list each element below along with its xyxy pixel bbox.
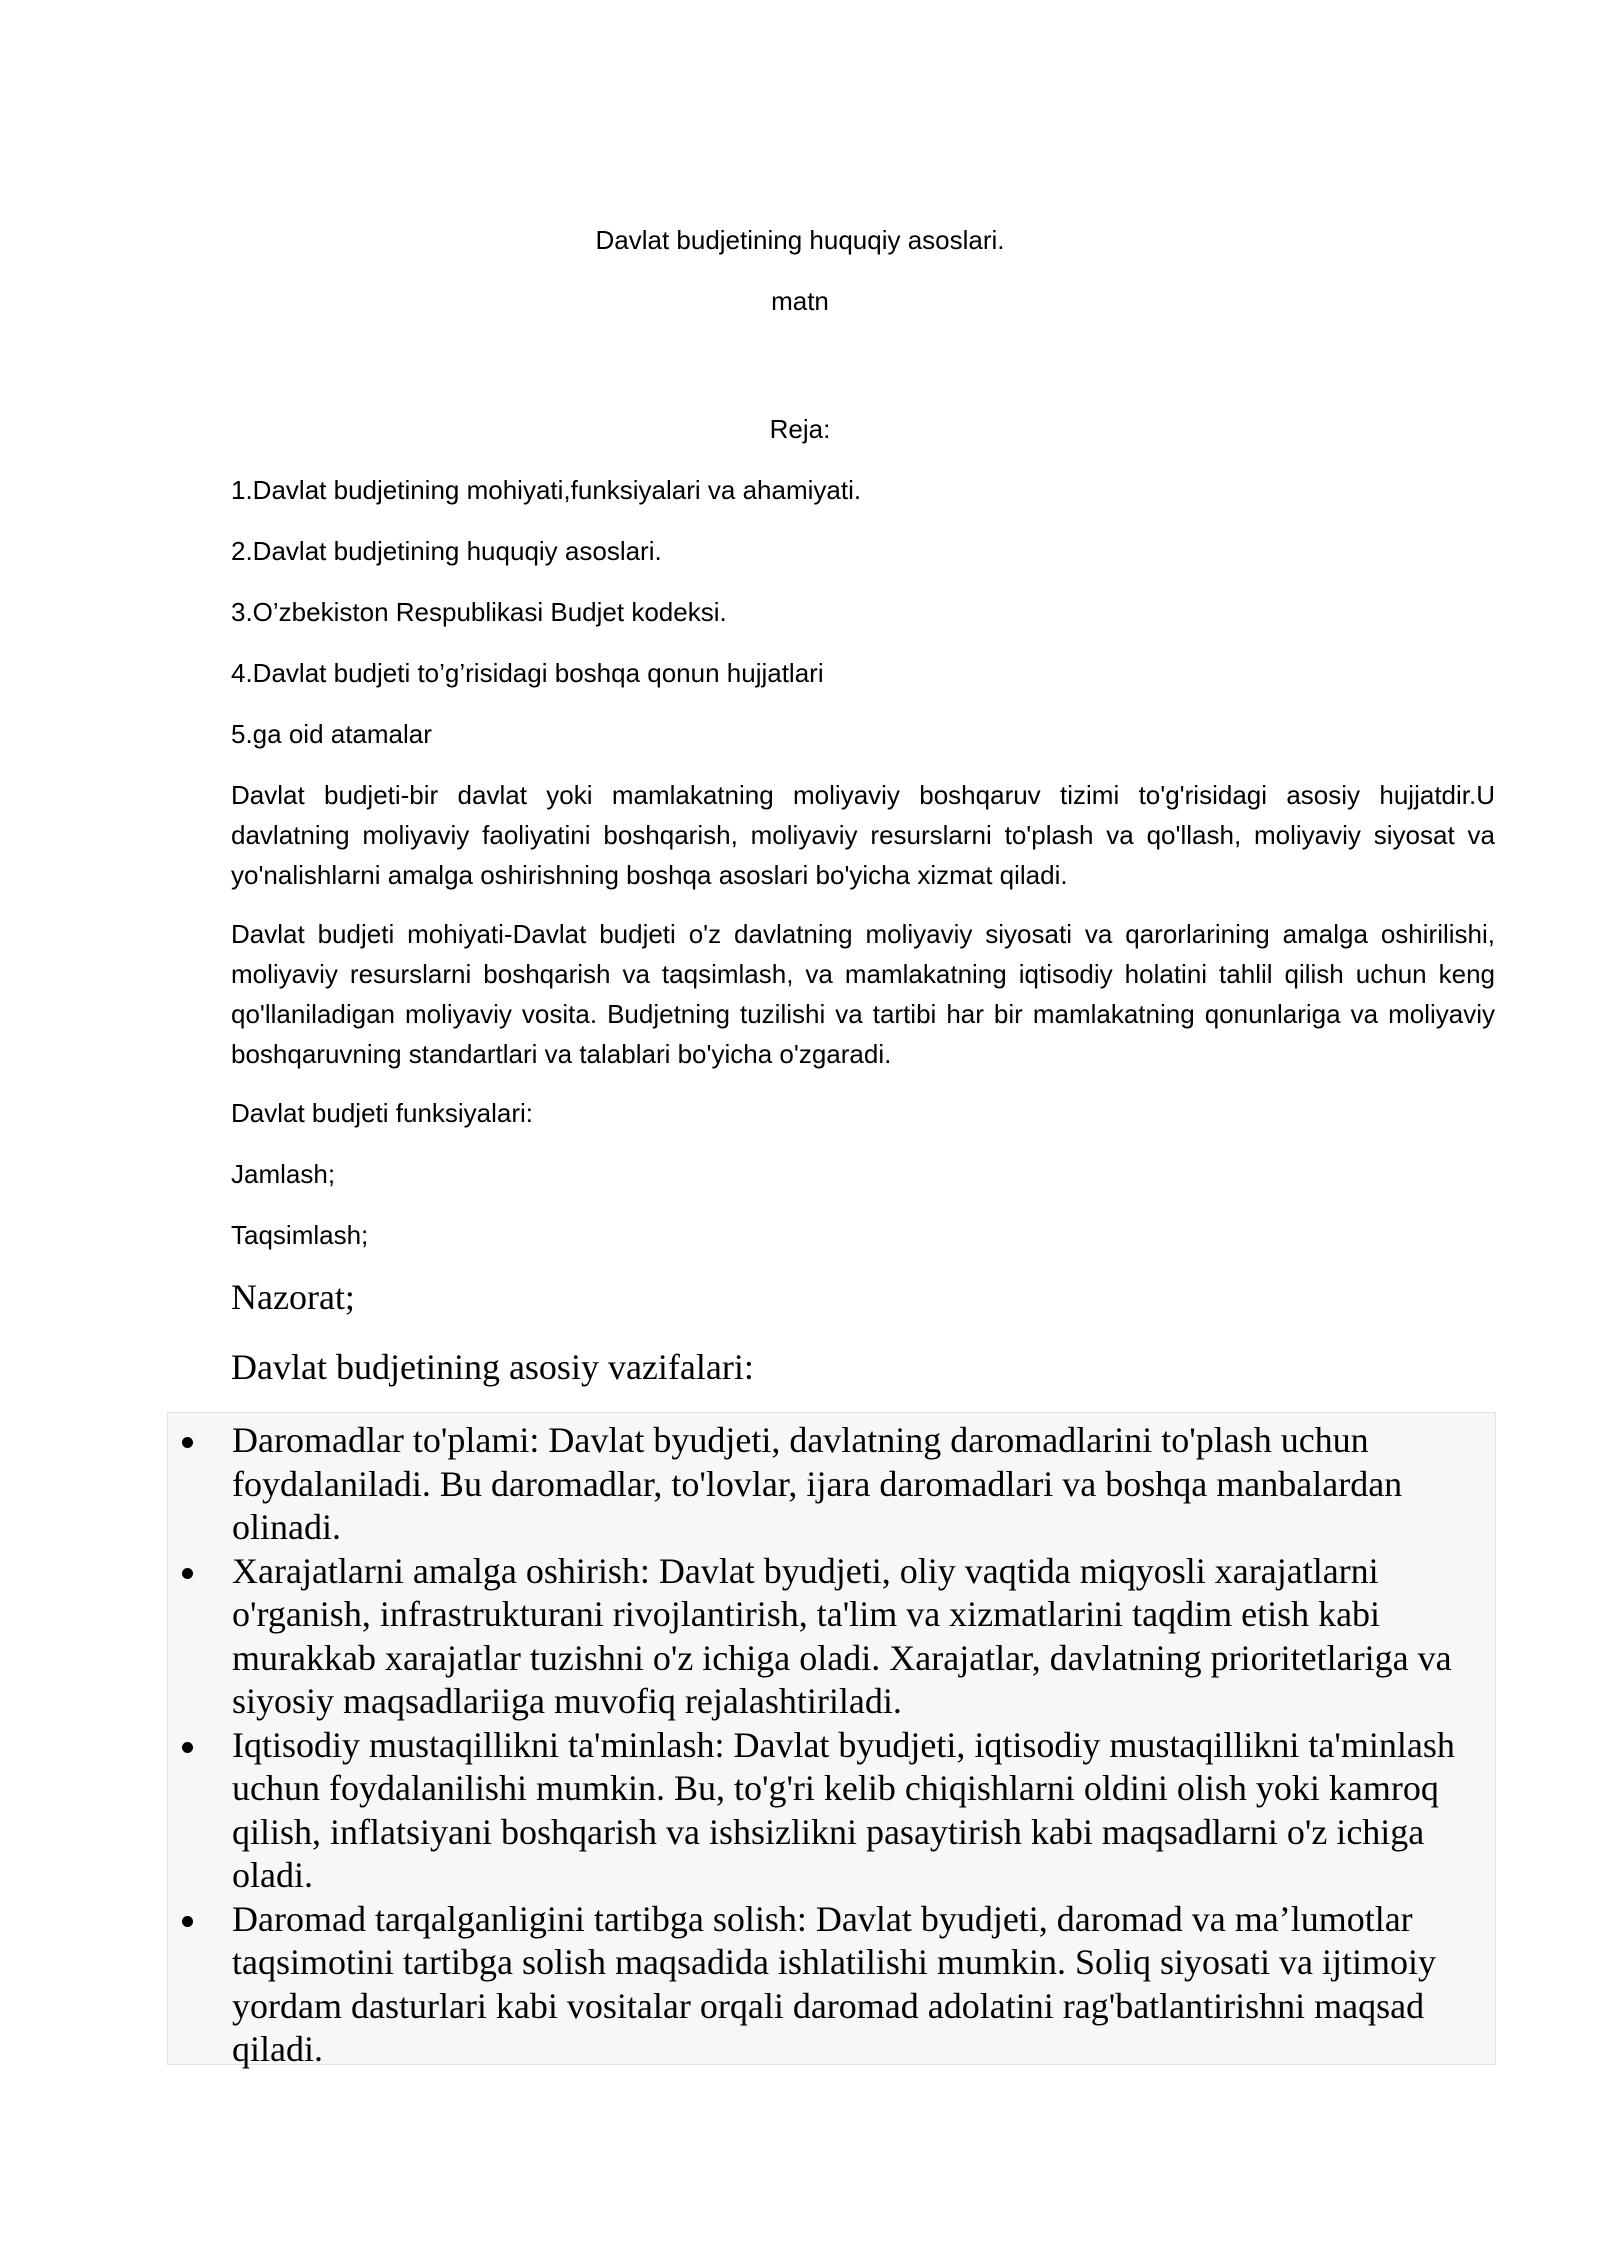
bullet-icon xyxy=(182,1742,193,1753)
list-item xyxy=(168,1724,1495,1898)
list-item xyxy=(168,1550,1495,1724)
function-item: Taqsimlash; xyxy=(231,1220,369,1250)
task-text: Daromadlar to'plami: Davlat byudjeti, davlatning daromadlarini to'plash uchun foydalaniladi. Bu daromadlar, to'lovlar, ijara daromadlari va boshqa manbalardan olinadi. xyxy=(232,1420,1403,1547)
plan-heading: Reja: xyxy=(769,414,831,444)
task-text: Iqtisodiy mustaqillikni ta'minlash: Davlat byudjeti, iqtisodiy mustaqillikni ta'minlash uchun foydalanilishi mumkin. Bu, to'g'ri kelib chiqishlarni oldini olish yoki kamroq qilish, inflatsiyani boshqarish va ishsizlikni pasaytirish kabi maqsadlarni o'z ichiga oladi. xyxy=(232,1724,1455,1895)
task-text: Xarajatlarni amalga oshirish: Davlat byudjeti, oliy vaqtida miqyosli xarajatlarni o'rganish, infrastrukturani rivojlantirish, ta'lim va xizmatlarini taqdim etish kabi murakkab xarajatlar tuzishni o'z ichiga oladi. Xarajatlar, davlatning prioritetlariga va siyosiy maqsadlariiga muvofiq rejalashtiriladi. xyxy=(232,1550,1452,1721)
tasks-list xyxy=(167,1412,1496,2069)
function-item: Nazorat; xyxy=(231,1277,355,1317)
plan-item: 2.Davlat budjetining huquqiy asoslari. xyxy=(231,536,662,566)
bullet-icon xyxy=(182,1916,193,1927)
function-item: Jamlash; xyxy=(231,1159,336,1189)
list-item xyxy=(168,1898,1495,2072)
task-text: Daromad tarqalganligini tartibga solish: Davlat byudjeti, daromad va ma’lumotlar taqsimotini tartibga solish maqsadida ishlatilishi mumkin. Soliq siyosati va ijtimoiy yordam dasturlari kabi vositalar orqali daromad adolatini rag'batlantirishni maqsad qiladi. xyxy=(232,1898,1436,2069)
plan-item: 3.O’zbekiston Respublikasi Budjet kodeksi. xyxy=(231,597,727,627)
document-subtitle: matn xyxy=(771,286,829,316)
plan-item: 5.ga oid atamalar xyxy=(231,719,432,749)
list-item xyxy=(168,1419,1495,1550)
functions-heading: Davlat budjeti funksiyalari: xyxy=(231,1098,534,1128)
plan-item: 1.Davlat budjetining mohiyati,funksiyalari va ahamiyati. xyxy=(231,475,862,505)
tasks-heading: Davlat budjetining asosiy vazifalari: xyxy=(231,1347,754,1387)
plan-item: 4.Davlat budjeti to’g’risidagi boshqa qonun hujjatlari xyxy=(231,658,824,688)
bullet-icon xyxy=(182,1437,193,1448)
bullet-icon xyxy=(182,1568,193,1579)
document-title: Davlat budjetining huquqiy asoslari. xyxy=(595,225,1005,255)
paragraph-definition: Davlat budjeti-bir davlat yoki mamlakatning moliyaviy boshqaruv tizimi to'g'risidagi asosiy hujjatdir.U davlatning moliyaviy faoliyatini boshqarish, moliyaviy resurslarni to'plash va qo'llash, moliyaviy siyosat va yo'nalishlarni amalga oshirishning boshqa asoslari bo'yicha xizmat qiladi. xyxy=(231,780,1495,890)
paragraph-essence: Davlat budjeti mohiyati-Davlat budjeti o'z davlatning moliyaviy siyosati va qarorlarining amalga oshirilishi, moliyaviy resurslarni boshqarish va taqsimlash, va mamlakatning iqtisodiy holatini tahlil qilish uchun keng qo'llaniladigan moliyaviy vosita. Budjetning tuzilishi va tartibi har bir mamlakatning qonunlariga va moliyaviy boshqaruvning standartlari va talablari bo'yicha o'zgaradi. xyxy=(231,919,1495,1069)
